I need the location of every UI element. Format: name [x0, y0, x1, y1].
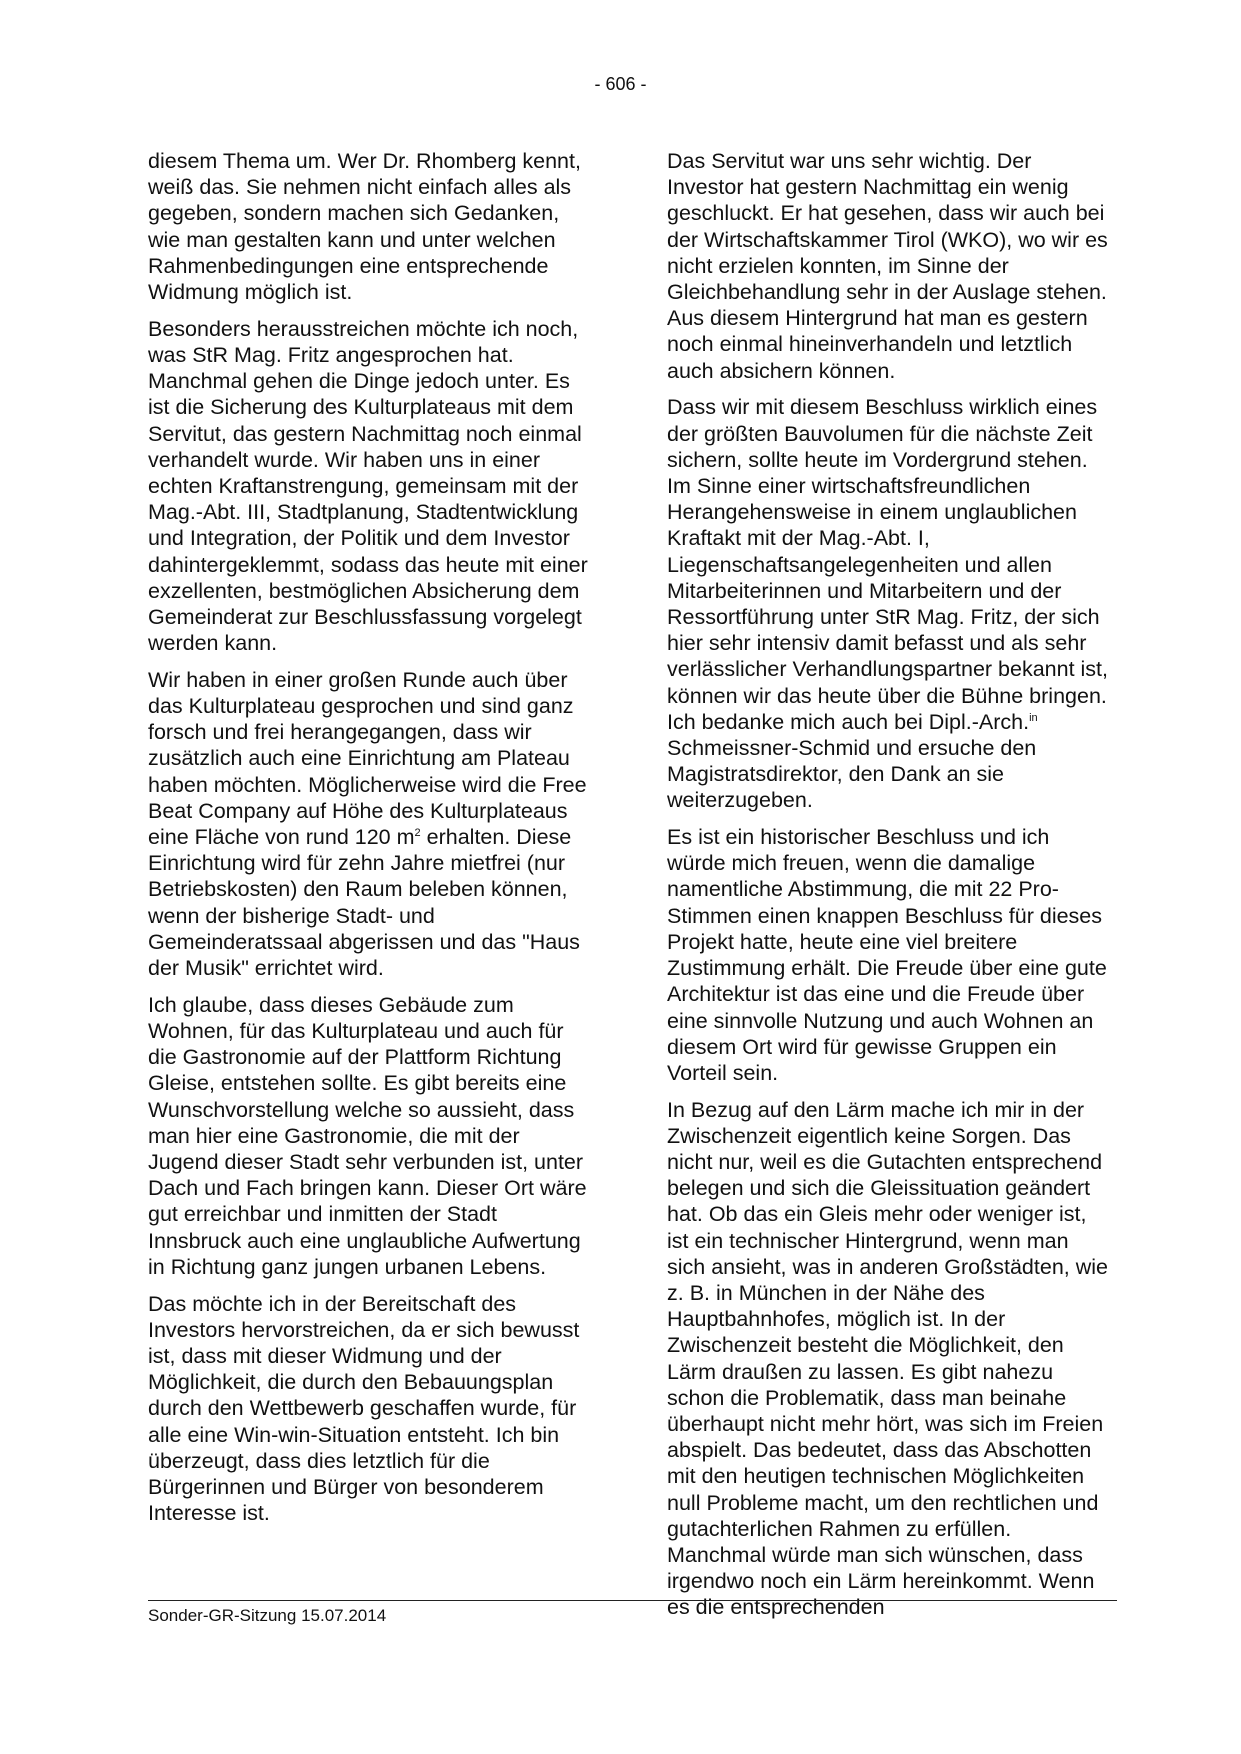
superscript: in: [1029, 711, 1038, 724]
paragraph-text: Dass wir mit diesem Beschluss wirklich eines der größten Bauvolumen für die nächste Zeit sichern, sollte heute im Vordergrund stehen. Im Sinne einer wirtschaftsfreundlichen Herangehensweise in einem unglaublichen Kraftakt mit der Mag.-Abt. I, Liegenschaftsangelegenheiten und allen Mitarbeiterinnen und Mitarbeitern und der Ressortführung unter StR Mag. Fritz, der sich hier sehr intensiv damit befasst und als sehr verlässlicher Verhandlungspartner bekannt ist, können wir das heute über die Bühne bringen. Ich bedanke mich auch bei Dipl.-Arch.: [667, 395, 1109, 734]
paragraph: Das möchte ich in der Bereitschaft des Investors hervorstreichen, da er sich bewusst ist, dass mit dieser Widmung und der Möglichkeit, die durch den Bebauungsplan durch den Wettbewerb geschaffen wurde, für alle eine Win-win-Situation entsteht. Ich bin überzeugt, dass dies letztlich für die Bürgerinnen und Bürger von besonderem Interesse ist.: [148, 1291, 580, 1526]
paragraph-text: erhalten. Diese Einrichtung wird für zehn Jahre mietfrei (nur Betriebskosten) den Raum beleben können, wenn der bisherige Stadt- und Gemeinderatssaal abgerissen und das "Haus der Musik" errichtet wird.: [148, 825, 580, 981]
paragraph: Das Servitut war uns sehr wichtig. Der Investor hat gestern Nachmittag ein wenig geschluckt. Er hat gesehen, dass wir auch bei der Wirtschaftskammer Tirol (WKO), wo wir es nicht erzielen konnten, im Sinne der Gleichbehandlung sehr in der Auslage stehen. Aus diesem Hintergrund hat man es gestern noch einmal hineinverhandeln und letztlich auch absichern können.: [667, 149, 1108, 383]
paragraph-text: Schmeissner-Schmid und ersuche den Magistratsdirektor, den Dank an sie weiterzugeben.: [667, 735, 1037, 813]
footer-session: Sonder-GR-Sitzung 15.07.2014: [148, 1606, 387, 1625]
right-column: [667, 148, 1112, 1631]
paragraph: diesem Thema um. Wer Dr. Rhomberg kennt, weiß das. Sie nehmen nicht einfach alles als gegeben, sondern machen sich Gedanken, wie man gestalten kann und unter welchen Rahmenbedingungen eine entsprechende Widmung möglich ist.: [148, 149, 581, 305]
superscript: 2: [414, 827, 421, 840]
paragraph: In Bezug auf den Lärm mache ich mir in der Zwischenzeit eigentlich keine Sorgen. Das nicht nur, weil es die Gutachten entsprechend belegen und sich die Gleissituation geändert hat. Ob das ein Gleis mehr oder weniger ist, ist ein technischer Hintergrund, wenn man sich ansieht, was in anderen Großstädten, wie z. B. in München in der Nähe des Hauptbahnhofes, möglich ist. In der Zwischenzeit besteht die Möglichkeit, den Lärm draußen zu lassen. Es gibt nahezu schon die Problematik, dass man beinahe überhaupt nicht mehr hört, was sich im Freien abspielt. Das bedeutet, dass das Abschotten mit den heutigen technischen Möglichkeiten null Probleme macht, um den rechtlichen und gutachterlichen Rahmen zu erfüllen. Manchmal würde man sich wünschen, dass irgendwo noch ein Lärm hereinkommt. Wenn es die entsprechenden: [667, 1097, 1108, 1620]
paragraph-text: Wir haben in einer großen Runde auch über das Kulturplateau gesprochen und sind ganz forsch und frei herangegangen, dass wir zusätzlich auch eine Einrichtung am Plateau haben möchten. Möglicherweise wird die Free Beat Company auf Höhe des Kulturplateaus eine Fläche von rund 120 m: [148, 667, 587, 850]
paragraph: Besonders herausstreichen möchte ich noch, was StR Mag. Fritz angesprochen hat. Manchmal gehen die Dinge jedoch unter. Es ist die Sicherung des Kulturplateaus mit dem Servitut, das gestern Nachmittag noch einmal verhandelt wurde. Wir haben uns in einer echten Kraftanstrengung, gemeinsam mit der Mag.-Abt. III, Stadtplanung, Stadtentwicklung und Integration, der Politik und dem Investor dahintergeklemmt, sodass das heute mit einer exzellenten, bestmöglichen Absicherung dem Gemeinderat zur Beschlussfassung vorgelegt werden kann.: [148, 316, 588, 656]
footer-divider: [148, 1600, 1117, 1601]
page-number: - 606 -: [594, 74, 647, 94]
paragraph: [667, 394, 1112, 813]
paragraph: Ich glaube, dass dieses Gebäude zum Wohnen, für das Kulturplateau und auch für die Gastronomie auf der Plattform Richtung Gleise, entstehen sollte. Es gibt bereits eine Wunschvorstellung welche so aussieht, dass man hier eine Gastronomie, die mit der Jugend dieser Stadt sehr verbunden ist, unter Dach und Fach bringen kann. Dieser Ort wäre gut erreichbar und inmitten der Stadt Innsbruck auch eine unglaubliche Aufwertung in Richtung ganz jungen urbanen Lebens.: [148, 992, 587, 1279]
paragraph: [148, 667, 593, 981]
left-column: [148, 148, 593, 1537]
paragraph: Es ist ein historischer Beschluss und ich würde mich freuen, wenn die damalige namentliche Abstimmung, die mit 22 Pro-Stimmen einen knappen Beschluss für dieses Projekt hatte, heute eine viel breitere Zustimmung erhält. Die Freude über eine gute Architektur ist das eine und die Freude über eine sinnvolle Nutzung und auch Wohnen an diesem Ort wird für gewisse Gruppen ein Vorteil sein.: [667, 825, 1107, 1085]
